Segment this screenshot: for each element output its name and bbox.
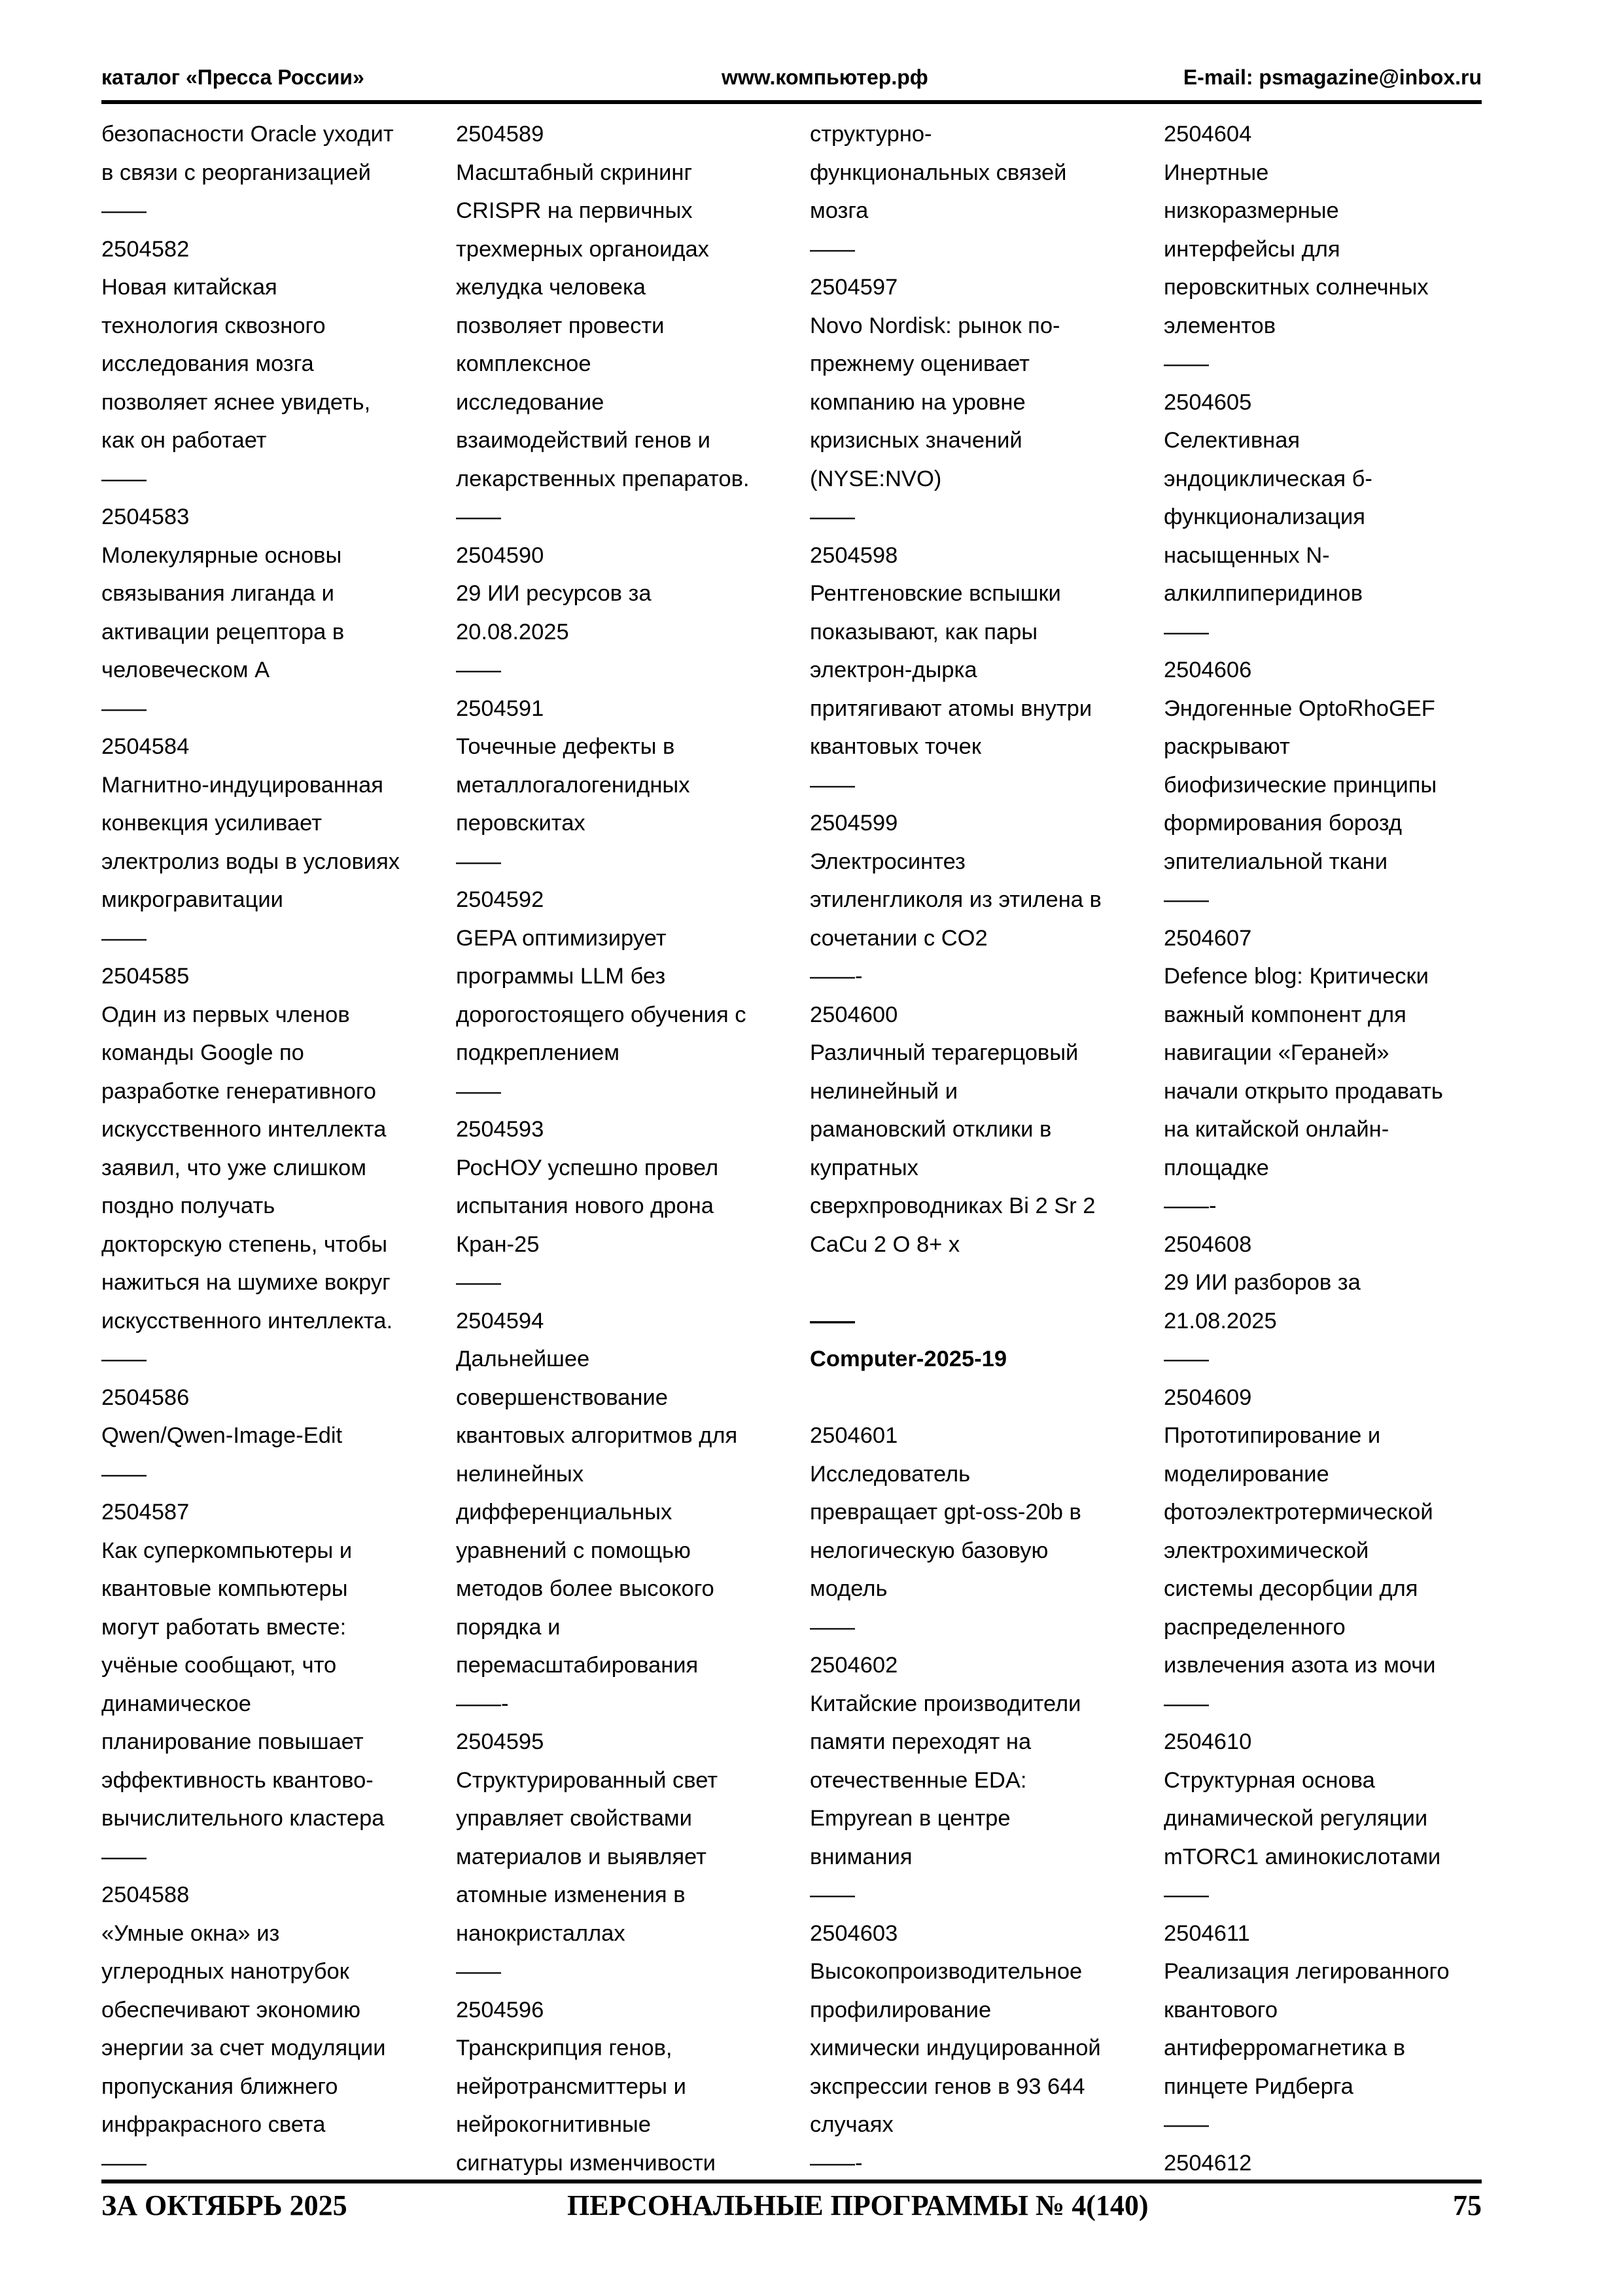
text-line: Точечные дефекты в xyxy=(456,734,675,759)
entry-separator: —— xyxy=(1164,887,1209,912)
text-line: (NYSE:NVO) xyxy=(810,466,942,491)
text-line: связывания лиганда и xyxy=(101,581,334,606)
text-line: Один из первых членов xyxy=(101,1002,350,1027)
text-line: сочетании с CO2 xyxy=(810,925,988,951)
entry-id: 2504597 xyxy=(810,275,898,300)
text-line: антиферромагнетика в xyxy=(1164,2036,1406,2060)
entry-id: 2504610 xyxy=(1164,1729,1252,1754)
text-line: квантового xyxy=(1164,1997,1278,2022)
text-line: Высокопроизводительное xyxy=(810,1959,1083,1984)
text-line: извлечения азота из мочи xyxy=(1164,1653,1436,1678)
text-line: Электросинтез xyxy=(810,849,966,874)
text-line: Дальнейшее xyxy=(456,1347,590,1371)
entry-separator: —— xyxy=(810,504,855,529)
text-line: Селективная xyxy=(1164,428,1300,453)
page-header xyxy=(101,65,1482,92)
text-line: желудка человека xyxy=(456,275,646,300)
entry-separator: ——- xyxy=(456,1691,509,1716)
text-line: электролиз воды в условиях xyxy=(101,849,400,874)
text-line: отечественные EDA: xyxy=(810,1767,1027,1793)
text-line: эпителиальной ткани xyxy=(1164,849,1387,874)
entry-separator: —— xyxy=(456,1078,501,1104)
text-line: перовскитных солнечных xyxy=(1164,275,1429,300)
text-line: нелинейных xyxy=(456,1461,584,1487)
text-line: CaCu 2 O 8+ x xyxy=(810,1231,960,1257)
text-line: активации рецептора в xyxy=(101,619,345,645)
text-line: важный компонент для xyxy=(1164,1002,1406,1027)
text-line: мозга xyxy=(810,198,869,223)
text-line: эффективность квантово- xyxy=(101,1767,374,1793)
entry-separator: —— xyxy=(1164,1882,1209,1907)
text-line: подкреплением xyxy=(456,1040,620,1065)
entry-id: 2504584 xyxy=(101,734,190,759)
text-line: квантовые компьютеры xyxy=(101,1576,348,1601)
entry-separator: —— xyxy=(101,466,147,491)
text-line: вычислительного кластера xyxy=(101,1806,385,1831)
text-line: комплексное xyxy=(456,351,591,376)
text-line: прежнему оценивает xyxy=(810,351,1030,376)
text-line: нелогическую базовую xyxy=(810,1538,1049,1563)
entry-id: 2504612 xyxy=(1164,2150,1252,2176)
text-line: формирования борозд xyxy=(1164,811,1402,836)
text-line: программы LLM без xyxy=(456,964,666,989)
entry-id: 2504583 xyxy=(101,504,190,529)
text-line: конвекция усиливает xyxy=(101,811,322,836)
text-line: в связи с реорганизацией xyxy=(101,160,371,185)
entry-separator: —— xyxy=(1164,619,1209,645)
text-line: профилирование xyxy=(810,1997,992,2022)
text-line: «Умные окна» из xyxy=(101,1920,280,1946)
text-line: кризисных значений xyxy=(810,428,1022,453)
entry-id: 2504599 xyxy=(810,811,898,836)
entry-id: 2504586 xyxy=(101,1385,190,1410)
text-line: системы десорбции для xyxy=(1164,1576,1418,1601)
text-line: квантовых алгоритмов для xyxy=(456,1423,738,1448)
text-line: исследование xyxy=(456,389,604,415)
text-line: превращает gpt-oss-20b в xyxy=(810,1500,1081,1525)
text-line: динамической регуляции xyxy=(1164,1806,1428,1831)
text-line: безопасности Oracle уходит xyxy=(101,122,394,147)
text-line: структурно- xyxy=(810,122,932,147)
text-line: уравнений с помощью xyxy=(456,1538,691,1563)
entry-separator: —— xyxy=(810,772,855,798)
entry-id: 2504592 xyxy=(456,887,544,912)
entry-separator: —— xyxy=(456,849,501,874)
text-line: взаимодействий генов и xyxy=(456,428,710,453)
entry-separator: —— xyxy=(810,1308,855,1333)
entry-id: 2504585 xyxy=(101,964,190,989)
entry-separator: —— xyxy=(1164,1347,1209,1371)
text-column-3 xyxy=(810,115,1157,2182)
text-line: перовскитах xyxy=(456,811,585,836)
entry-id: 2504607 xyxy=(1164,925,1252,951)
text-line: Empyrean в центре xyxy=(810,1806,1011,1831)
text-line: Молекулярные основы xyxy=(101,542,342,568)
header-rule xyxy=(101,100,1482,104)
text-line: исследования мозга xyxy=(101,351,314,376)
text-line: биофизические принципы xyxy=(1164,772,1437,798)
text-line: моделирование xyxy=(1164,1461,1329,1487)
entry-id: 2504606 xyxy=(1164,658,1252,682)
text-line: Рентгеновские вспышки xyxy=(810,581,1061,606)
text-line: инфракрасного света xyxy=(101,2112,326,2137)
text-line: металлогалогенидных xyxy=(456,772,690,798)
text-line: динамическое xyxy=(101,1691,251,1716)
text-line: учёные сообщают, что xyxy=(101,1653,337,1678)
text-line: насыщенных N- xyxy=(1164,542,1330,568)
text-line: экспрессии генов в 93 644 xyxy=(810,2074,1085,2099)
text-line: обеспечивают экономию xyxy=(101,1997,360,2022)
entry-id: 2504596 xyxy=(456,1997,544,2022)
text-line: внимания xyxy=(810,1844,913,1869)
entry-separator: —— xyxy=(456,1270,501,1295)
text-line: Транскрипция генов, xyxy=(456,2036,672,2060)
text-line: пропускания ближнего xyxy=(101,2074,338,2099)
text-line: CRISPR на первичных xyxy=(456,198,693,223)
entry-id: 2504589 xyxy=(456,122,544,147)
text-line: испытания нового дрона xyxy=(456,1193,714,1218)
entry-id: 2504593 xyxy=(456,1117,544,1142)
catalog-label: каталог «Пресса России» xyxy=(101,65,364,89)
text-line: Различный терагерцовый xyxy=(810,1040,1079,1065)
text-line: низкоразмерные xyxy=(1164,198,1339,223)
text-line: 29 ИИ ресурсов за xyxy=(456,581,652,606)
text-line: памяти переходят на xyxy=(810,1729,1032,1754)
text-line: сигнатуры изменчивости xyxy=(456,2150,716,2176)
footer-rule xyxy=(101,2180,1482,2183)
text-line: Qwen/Qwen-Image-Edit xyxy=(101,1423,343,1448)
text-line: человеческом А xyxy=(101,658,270,682)
text-line: дифференциальных xyxy=(456,1500,672,1525)
text-line: энергии за счет модуляции xyxy=(101,2036,386,2060)
text-column-2 xyxy=(456,115,803,2182)
text-line: Структурированный свет xyxy=(456,1767,718,1793)
text-line: рамановский отклики в xyxy=(810,1117,1052,1142)
text-line: управляет свойствами xyxy=(456,1806,692,1831)
text-line: поздно получать xyxy=(101,1193,275,1218)
entry-id: 2504587 xyxy=(101,1500,190,1525)
entry-separator: —— xyxy=(101,925,147,951)
page-number: 75 xyxy=(1453,2189,1482,2221)
blank-line xyxy=(810,1379,1157,1417)
magazine-title: ПЕРСОНАЛЬНЫЕ ПРОГРАММЫ № 4(140) xyxy=(567,2189,1149,2221)
text-line: навигации «Гераней» xyxy=(1164,1040,1389,1065)
issue-month: ЗА ОКТЯБРЬ 2025 xyxy=(101,2189,347,2221)
text-line: порядка и xyxy=(456,1614,561,1640)
text-line: докторскую степень, чтобы xyxy=(101,1231,388,1257)
text-line: пинцете Ридберга xyxy=(1164,2074,1353,2099)
entry-separator: —— xyxy=(456,504,501,529)
text-line: Инертные xyxy=(1164,160,1269,185)
text-line: Как суперкомпьютеры и xyxy=(101,1538,353,1563)
text-line: интерфейсы для xyxy=(1164,236,1340,262)
text-line: 20.08.2025 xyxy=(456,619,569,645)
text-line: компанию на уровне xyxy=(810,389,1026,415)
text-line: Эндогенные OptoRhoGEF xyxy=(1164,696,1435,721)
entry-id: 2504611 xyxy=(1164,1920,1250,1946)
entry-id: 2504609 xyxy=(1164,1385,1252,1410)
text-line: GEPA оптимизирует xyxy=(456,925,667,951)
entry-separator: ——- xyxy=(810,964,863,989)
text-line: РосНОУ успешно провел xyxy=(456,1155,719,1180)
text-line: квантовых точек xyxy=(810,734,981,759)
text-line: Кран-25 xyxy=(456,1231,540,1257)
text-line: Китайские производители xyxy=(810,1691,1081,1716)
text-line: Novo Nordisk: рынок по- xyxy=(810,313,1060,338)
entry-separator: —— xyxy=(810,1614,855,1640)
entry-id: 2504604 xyxy=(1164,122,1252,147)
text-line: Магнитно-индуцированная xyxy=(101,772,383,798)
text-line: искусственного интеллекта xyxy=(101,1117,387,1142)
text-line: mTORC1 аминокислотами xyxy=(1164,1844,1441,1869)
entry-separator: —— xyxy=(101,2150,147,2176)
text-line: электрохимической xyxy=(1164,1538,1369,1563)
text-line: функционализация xyxy=(1164,504,1365,529)
text-line: микрогравитации xyxy=(101,887,283,912)
entry-id: 2504598 xyxy=(810,542,898,568)
text-line: углеродных нанотрубок xyxy=(101,1959,349,1984)
text-line: заявил, что уже слишком xyxy=(101,1155,366,1180)
entry-separator: —— xyxy=(1164,1691,1209,1716)
text-line: эндоциклическая б- xyxy=(1164,466,1372,491)
text-line: методов более высокого xyxy=(456,1576,714,1601)
text-line: элементов xyxy=(1164,313,1276,338)
text-line: раскрывают xyxy=(1164,734,1290,759)
text-line: как он работает xyxy=(101,428,267,453)
text-line: технология сквозного xyxy=(101,313,326,338)
text-line: нейротрансмиттеры и xyxy=(456,2074,686,2099)
text-line: площадке xyxy=(1164,1155,1269,1180)
text-line: 21.08.2025 xyxy=(1164,1308,1277,1333)
text-line: случаях xyxy=(810,2112,894,2137)
blank-line xyxy=(810,1263,1157,1302)
text-line: атомные изменения в xyxy=(456,1882,686,1907)
text-column-4 xyxy=(1164,115,1510,2182)
text-line: Defence blog: Критически xyxy=(1164,964,1429,989)
entry-separator: —— xyxy=(1164,2112,1209,2137)
text-line: притягивают атомы внутри xyxy=(810,696,1092,721)
page-footer xyxy=(101,2189,1482,2228)
text-line: трехмерных органоидах xyxy=(456,236,709,262)
text-line: искусственного интеллекта. xyxy=(101,1308,393,1333)
entry-separator: ——- xyxy=(1164,1193,1217,1218)
entry-separator: —— xyxy=(810,1882,855,1907)
text-line: команды Google по xyxy=(101,1040,304,1065)
text-line: фотоэлектротермической xyxy=(1164,1500,1433,1525)
section-heading: Computer-2025-19 xyxy=(810,1347,1007,1371)
email-link[interactable]: E-mail: psmagazine@inbox.ru xyxy=(1183,65,1482,89)
entry-id: 2504595 xyxy=(456,1729,544,1754)
text-column-1 xyxy=(101,115,448,2182)
entry-id: 2504600 xyxy=(810,1002,898,1027)
text-line: совершенствование xyxy=(456,1385,668,1410)
text-line: перемасштабирования xyxy=(456,1653,699,1678)
text-line: позволяет яснее увидеть, xyxy=(101,389,371,415)
text-line: материалов и выявляет xyxy=(456,1844,707,1869)
entry-separator: —— xyxy=(101,1347,147,1371)
entry-separator: ——- xyxy=(810,2150,863,2176)
text-line: Структурная основа xyxy=(1164,1767,1375,1793)
entry-id: 2504590 xyxy=(456,542,544,568)
entry-separator: —— xyxy=(101,198,147,223)
text-line: Реализация легированного xyxy=(1164,1959,1450,1984)
entry-separator: —— xyxy=(101,1461,147,1487)
text-line: этиленгликоля из этилена в xyxy=(810,887,1102,912)
entry-id: 2504591 xyxy=(456,696,544,721)
text-line: Прототипирование и xyxy=(1164,1423,1381,1448)
entry-separator: —— xyxy=(456,1959,501,1984)
text-line: могут работать вместе: xyxy=(101,1614,347,1640)
text-line: нелинейный и xyxy=(810,1078,958,1104)
entry-id: 2504594 xyxy=(456,1308,544,1333)
text-line: модель xyxy=(810,1576,888,1601)
entry-separator: —— xyxy=(101,696,147,721)
text-line: нейрокогнитивные xyxy=(456,2112,651,2137)
text-line: планирование повышает xyxy=(101,1729,364,1754)
text-line: показывают, как пары xyxy=(810,619,1038,645)
entry-id: 2504605 xyxy=(1164,389,1252,415)
text-line: распределенного xyxy=(1164,1614,1346,1640)
entry-separator: —— xyxy=(101,1844,147,1869)
text-line: сверхпроводниках Bi 2 Sr 2 xyxy=(810,1193,1096,1218)
text-line: химически индуцированной xyxy=(810,2036,1101,2060)
text-line: на китайской онлайн- xyxy=(1164,1117,1389,1142)
text-line: электрон-дырка xyxy=(810,658,977,682)
text-line: позволяет провести xyxy=(456,313,665,338)
entry-id: 2504602 xyxy=(810,1653,898,1678)
text-line: Новая китайская xyxy=(101,275,277,300)
entry-id: 2504601 xyxy=(810,1423,898,1448)
entry-separator: —— xyxy=(456,658,501,682)
text-line: функциональных связей xyxy=(810,160,1067,185)
text-line: 29 ИИ разборов за xyxy=(1164,1270,1361,1295)
entry-id: 2504608 xyxy=(1164,1231,1252,1257)
text-line: дорогостоящего обучения с xyxy=(456,1002,746,1027)
entry-id: 2504588 xyxy=(101,1882,190,1907)
text-line: лекарственных препаратов. xyxy=(456,466,750,491)
website-link[interactable]: www.компьютер.рф xyxy=(722,65,928,89)
entry-separator: —— xyxy=(1164,351,1209,376)
text-line: разработке генеративного xyxy=(101,1078,376,1104)
entry-separator: —— xyxy=(810,236,855,262)
text-line: купратных xyxy=(810,1155,918,1180)
entry-id: 2504603 xyxy=(810,1920,898,1946)
entry-id: 2504582 xyxy=(101,236,190,262)
text-line: начали открыто продавать xyxy=(1164,1078,1443,1104)
text-line: нажиться на шумихе вокруг xyxy=(101,1270,391,1295)
text-line: нанокристаллах xyxy=(456,1920,625,1946)
text-line: алкилпиперидинов xyxy=(1164,581,1363,606)
text-line: Исследователь xyxy=(810,1461,971,1487)
text-line: Масштабный скрининг xyxy=(456,160,693,185)
